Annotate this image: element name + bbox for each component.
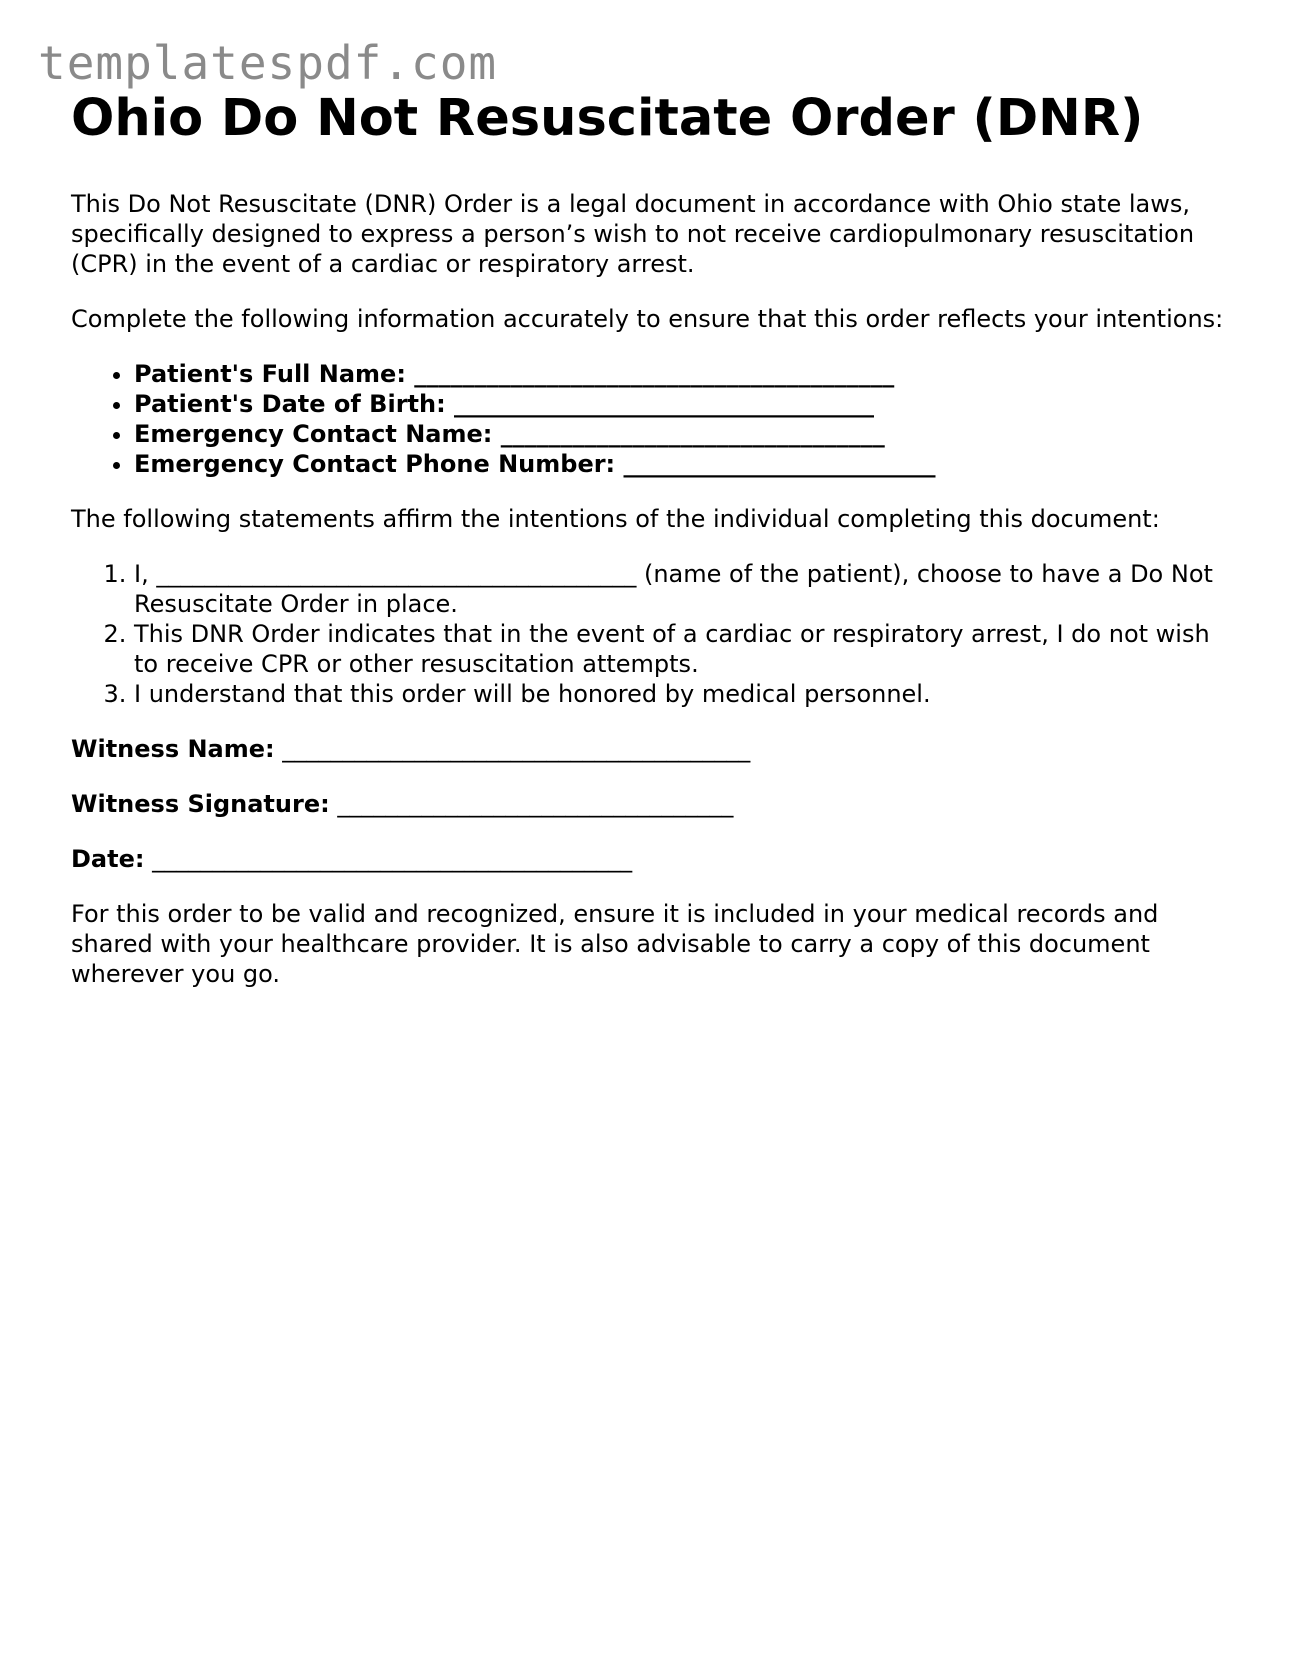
field-blank: ________________________________________ xyxy=(152,845,633,874)
statement-item: 1. I, ________________________________________ (name of the patient), choose to have a Do Not Resuscitate Order in place. xyxy=(134,559,1231,619)
patient-full-name-field xyxy=(134,359,1231,389)
instruction-paragraph: Complete the following information accurately to ensure that this order reflects your intentions: xyxy=(71,305,1224,334)
patient-date-of-birth-field xyxy=(134,389,1231,419)
field-blank: _______________________________________ xyxy=(282,735,751,764)
field-blank: ___________________________________ xyxy=(454,390,875,419)
field-blank: _________________________________ xyxy=(337,790,734,819)
field-blank: ________________________________ xyxy=(500,420,885,449)
field-blank: __________________________ xyxy=(623,450,936,479)
date-field xyxy=(71,844,1231,874)
patient-info-list xyxy=(71,359,1231,479)
statement-item: 3. I understand that this order will be honored by medical personnel. xyxy=(134,679,1231,709)
statement-item: 2. This DNR Order indicates that in the event of a cardiac or respiratory arrest, I do not wish to receive CPR or other resuscitation attempts. xyxy=(134,619,1231,679)
statements-intro: The following statements affirm the intentions of the individual completing this document: xyxy=(71,505,1160,534)
statements-list xyxy=(71,559,1231,709)
emergency-contact-name-field xyxy=(134,419,1231,449)
witness-name-field xyxy=(71,734,1231,764)
field-label: Witness Signature: xyxy=(71,790,330,819)
field-label: Emergency Contact Name: xyxy=(134,420,493,449)
field-label: Date: xyxy=(71,845,145,874)
field-label: Emergency Contact Phone Number: xyxy=(134,450,616,479)
field-label: Patient's Date of Birth: xyxy=(134,390,446,419)
emergency-contact-phone-field xyxy=(134,449,1231,479)
closing-paragraph: For this order to be valid and recognized, ensure it is included in your medical records and shared with your healthcare provider. It is also advisable to carry a copy of this document wherever you go. xyxy=(71,900,1159,989)
field-label: Witness Name: xyxy=(71,735,275,764)
field-label: Patient's Full Name: xyxy=(134,360,406,389)
field-blank: ________________________________________ xyxy=(414,360,895,389)
document-body xyxy=(71,88,1231,989)
witness-signature-field xyxy=(71,789,1231,819)
document-title: Ohio Do Not Resuscitate Order (DNR) xyxy=(71,89,1144,148)
intro-paragraph: This Do Not Resuscitate (DNR) Order is a legal document in accordance with Ohio state laws, specifically designed to express a person’s wish to not receive cardiopulmonary resuscitation (CPR) in the event of a cardiac or respiratory arrest. xyxy=(71,190,1195,279)
watermark: templatespdf.com xyxy=(38,36,498,90)
